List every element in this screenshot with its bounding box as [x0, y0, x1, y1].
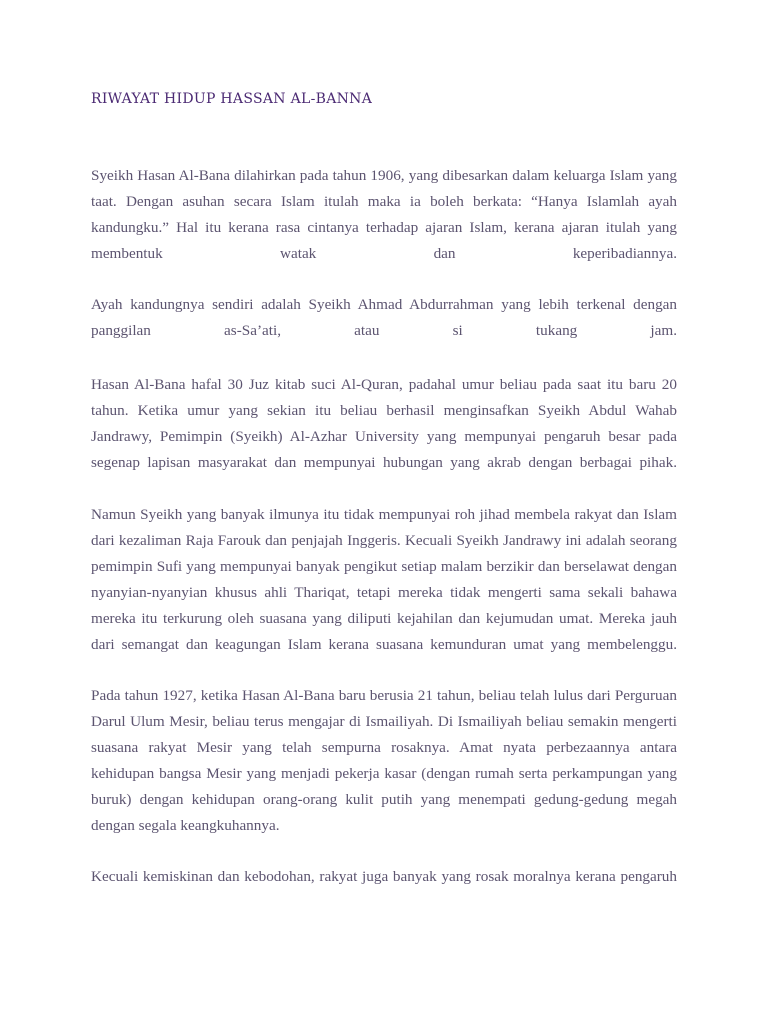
paragraph-poverty: Kecuali kemiskinan dan kebodohan, rakyat juga banyak yang rosak moralnya kerana pengaruh [91, 868, 677, 885]
paragraph-quran: Hasan Al-Bana hafal 30 Juz kitab suci Al-Quran, padahal umur beliau pada saat itu baru 20 tahun. Ketika umur yang sekian itu beliau berhasil menginsafkan Syeikh Abdul Wahab Jandrawy, Pemimpin (Syeikh) Al-Azhar University yang mempunyai pengaruh besar pada segenap lapisan masyarakat dan mempunyai hubungan yang akrab dengan berbagai pihak. [91, 376, 677, 471]
paragraph-ismailiyah: Pada tahun 1927, ketika Hasan Al-Bana baru berusia 21 tahun, beliau telah lulus dari Perguruan Darul Ulum Mesir, beliau terus mengajar di Ismailiyah. Di Ismailiyah beliau semakin mengerti suasana rakyat Mesir yang telah sempurna rosaknya. Amat nyata perbezaannya antara kehidupan bangsa Mesir yang menjadi pekerja kasar (dengan rumah serta perkampungan yang buruk) dengan kehidupan orang-orang kulit putih yang menempati gedung-gedung megah dengan segala keangkuhannya. [91, 687, 677, 834]
document-title: RIWAYAT HIDUP HASSAN AL-BANNA [91, 91, 373, 107]
paragraph-father: Ayah kandungnya sendiri adalah Syeikh Ahmad Abdurrahman yang lebih terkenal dengan panggilan as-Sa’ati, atau si tukang jam. [91, 296, 677, 339]
paragraph-sufi: Namun Syeikh yang banyak ilmunya itu tidak mempunyai roh jihad membela rakyat dan Islam dari kezaliman Raja Farouk dan penjajah Inggeris. Kecuali Syeikh Jandrawy ini adalah seorang pemimpin Sufi yang mempunyai banyak pengikut setiap malam berzikir dan berselawat dengan nyanyian-nyanyian khusus ahli Thariqat, tetapi mereka tidak mengerti sama sekali bahawa mereka itu terkurung oleh suasana yang diliputi kejahilan dan kejumudan umat. Mereka jauh dari semangat dan keagungan Islam kerana suasana kemunduran umat yang membelenggu. [91, 506, 677, 653]
paragraph-birth: Syeikh Hasan Al-Bana dilahirkan pada tahun 1906, yang dibesarkan dalam keluarga Islam yang taat. Dengan asuhan secara Islam itulah maka ia boleh berkata: “Hanya Islamlah ayah kandungku.” Hal itu kerana rasa cintanya terhadap ajaran Islam, kerana ajaran itulah yang membentuk watak dan keperibadiannya. [91, 167, 677, 262]
